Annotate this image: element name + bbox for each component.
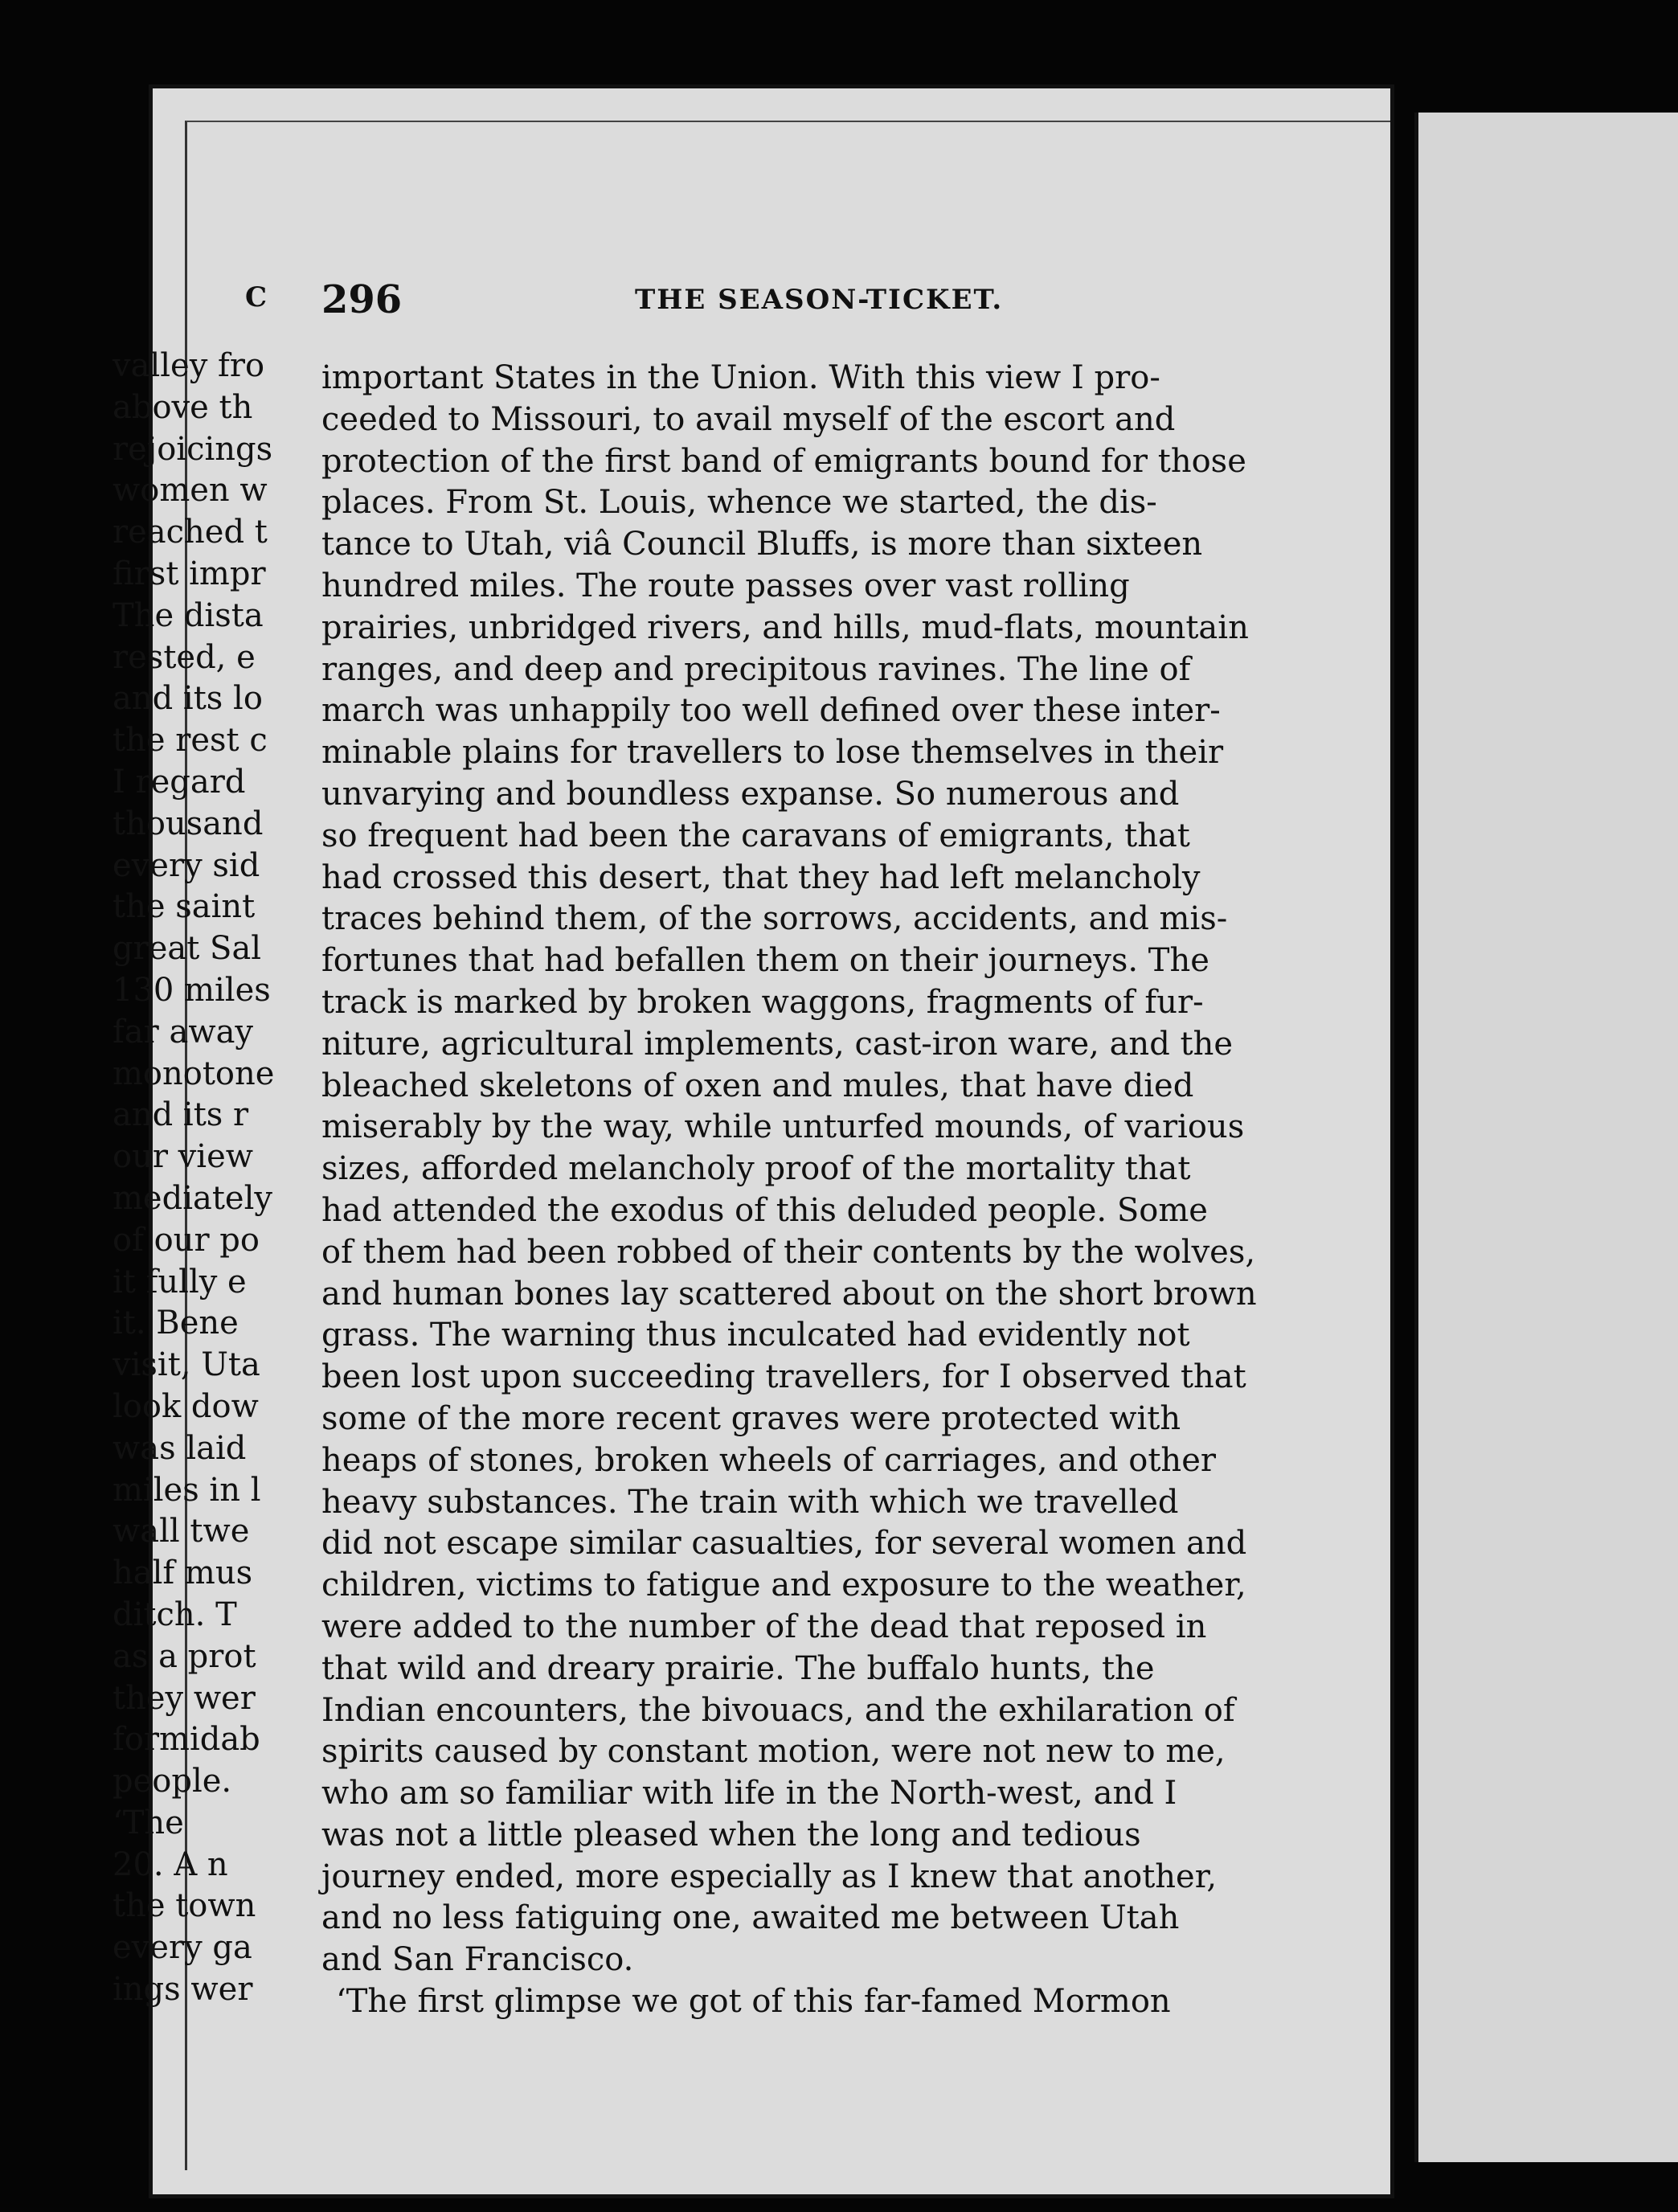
text-line: been lost upon succeeding travellers, for I observed that <box>321 1358 1246 1396</box>
text-line: unvarying and boundless expanse. So numerous and <box>321 775 1180 813</box>
text-line: far away <box>113 1013 254 1051</box>
text-line: The dista <box>113 596 264 634</box>
right-page-header-fragment: C <box>245 281 268 313</box>
text-line: the town <box>113 1887 256 1925</box>
text-line: ranges, and deep and precipitous ravines. The line of <box>321 650 1191 688</box>
text-line: protection of the first band of emigrants bound for those <box>321 442 1246 480</box>
text-line: rejoicings <box>113 430 273 468</box>
text-line: above th <box>113 388 253 426</box>
text-line: it. Bene <box>113 1305 239 1342</box>
running-title: THE SEASON-TICKET. <box>635 284 1004 316</box>
text-line: did not escape similar casualties, for several women and <box>321 1525 1247 1563</box>
text-line: traces behind them, of the sorrows, accidents, and mis- <box>321 900 1228 938</box>
text-line: children, victims to fatigue and exposure to the weather, <box>321 1567 1246 1604</box>
text-line: and its r <box>113 1096 249 1134</box>
text-line: miserably by the way, while unturfed mounds, of various <box>321 1108 1245 1146</box>
text-line: fortunes that had befallen them on their journeys. The <box>321 942 1209 980</box>
text-line: was not a little pleased when the long and tedious <box>321 1816 1141 1854</box>
text-line: the rest c <box>113 722 268 760</box>
text-line: mediately <box>113 1179 272 1217</box>
text-line: was laid <box>113 1429 247 1467</box>
text-line: 130 miles <box>113 971 271 1009</box>
text-line: valley fro <box>113 347 265 384</box>
text-line: people. <box>113 1763 232 1800</box>
text-line: minable plains for travellers to lose themselves in their <box>321 734 1224 772</box>
text-line: ‘The <box>113 1804 184 1841</box>
text-line: spirits caused by constant motion, were not new to me, <box>321 1733 1226 1771</box>
text-line: half mus <box>113 1555 253 1592</box>
text-line: every ga <box>113 1929 252 1967</box>
text-line: every sid <box>113 846 260 884</box>
text-line: so frequent had been the caravans of emigrants, that <box>321 817 1190 854</box>
text-line: reached t <box>113 514 268 551</box>
text-line: look dow <box>113 1387 259 1425</box>
text-line: bleached skeletons of oxen and mules, that have died <box>321 1067 1194 1104</box>
text-line: the saint <box>113 888 256 926</box>
text-line: sizes, afforded melancholy proof of the mortality that <box>321 1150 1191 1188</box>
paragraph-2 <box>321 1981 1294 2023</box>
right-page-text <box>113 346 305 2011</box>
text-line: heaps of stones, broken wheels of carriages, and other <box>321 1441 1216 1479</box>
text-line: ings wer <box>113 1971 253 2009</box>
text-line: Indian encounters, the bivouacs, and the exhilaration of <box>321 1691 1235 1729</box>
text-line: I regard <box>113 763 246 801</box>
text-line: formidab <box>113 1721 260 1759</box>
text-line: women w <box>113 472 268 510</box>
text-line: had attended the exodus of this deluded people. Some <box>321 1191 1208 1229</box>
text-line: they wer <box>113 1679 256 1717</box>
text-line: first impr <box>113 555 266 592</box>
text-line: tance to Utah, viâ Council Bluffs, is more than sixteen <box>321 526 1203 563</box>
text-line: and its lo <box>113 680 263 718</box>
paragraph-1 <box>321 358 1294 1981</box>
text-line: ‘The first glimpse we got of this far-famed Mormon <box>336 1983 1171 2021</box>
text-line: places. From St. Louis, whence we started, the dis- <box>321 484 1157 522</box>
text-line: who am so familiar with life in the North-west, and I <box>321 1775 1177 1813</box>
text-line: had crossed this desert, that they had left melancholy <box>321 858 1201 896</box>
text-line: and human bones lay scattered about on the short brown <box>321 1275 1257 1313</box>
text-line: as a prot <box>113 1637 256 1675</box>
text-line: heavy substances. The train with which we travelled <box>321 1483 1179 1521</box>
text-line: grass. The warning thus inculcated had evidently not <box>321 1317 1190 1354</box>
text-line: our view <box>113 1138 253 1176</box>
text-line: 20. A n <box>113 1845 228 1883</box>
text-line: prairies, unbridged rivers, and hills, mud-flats, mountain <box>321 608 1249 646</box>
text-line: thousand <box>113 805 264 842</box>
page-number: 296 <box>321 277 403 322</box>
text-line: that wild and dreary prairie. The buffalo hunts, the <box>321 1649 1155 1687</box>
text-line: hundred miles. The route passes over vast rolling <box>321 567 1130 604</box>
text-line: were added to the number of the dead that reposed in <box>321 1608 1207 1645</box>
text-line: miles in l <box>113 1471 261 1509</box>
text-line: some of the more recent graves were protected with <box>321 1399 1181 1437</box>
text-line: visit, Uta <box>113 1346 260 1384</box>
text-line: rested, e <box>113 638 256 676</box>
text-line: journey ended, more especially as I knew that another, <box>321 1858 1218 1895</box>
text-line: niture, agricultural implements, cast-iron ware, and the <box>321 1025 1234 1063</box>
text-line: ditch. T <box>113 1596 237 1633</box>
text-line: monotone <box>113 1055 275 1092</box>
text-line: track is marked by broken waggons, fragments of fur- <box>321 983 1204 1021</box>
text-line: it fully e <box>113 1263 247 1301</box>
text-line: important States in the Union. With this view I pro- <box>321 359 1160 396</box>
text-line: of our po <box>113 1221 260 1259</box>
right-page <box>1414 113 1678 2162</box>
text-line: of them had been robbed of their contents by the wolves, <box>321 1233 1256 1271</box>
text-line: march was unhappily too well defined over these inter- <box>321 692 1221 730</box>
text-line: ceeded to Missouri, to avail myself of the escort and <box>321 400 1176 438</box>
text-line: and no less fatiguing one, awaited me between Utah <box>321 1899 1180 1937</box>
text-line: and San Francisco. <box>321 1941 634 1979</box>
body-text <box>321 358 1294 2023</box>
text-line: wall twe <box>113 1513 250 1550</box>
page-header <box>321 277 1318 342</box>
text-line: great Sal <box>113 930 262 968</box>
